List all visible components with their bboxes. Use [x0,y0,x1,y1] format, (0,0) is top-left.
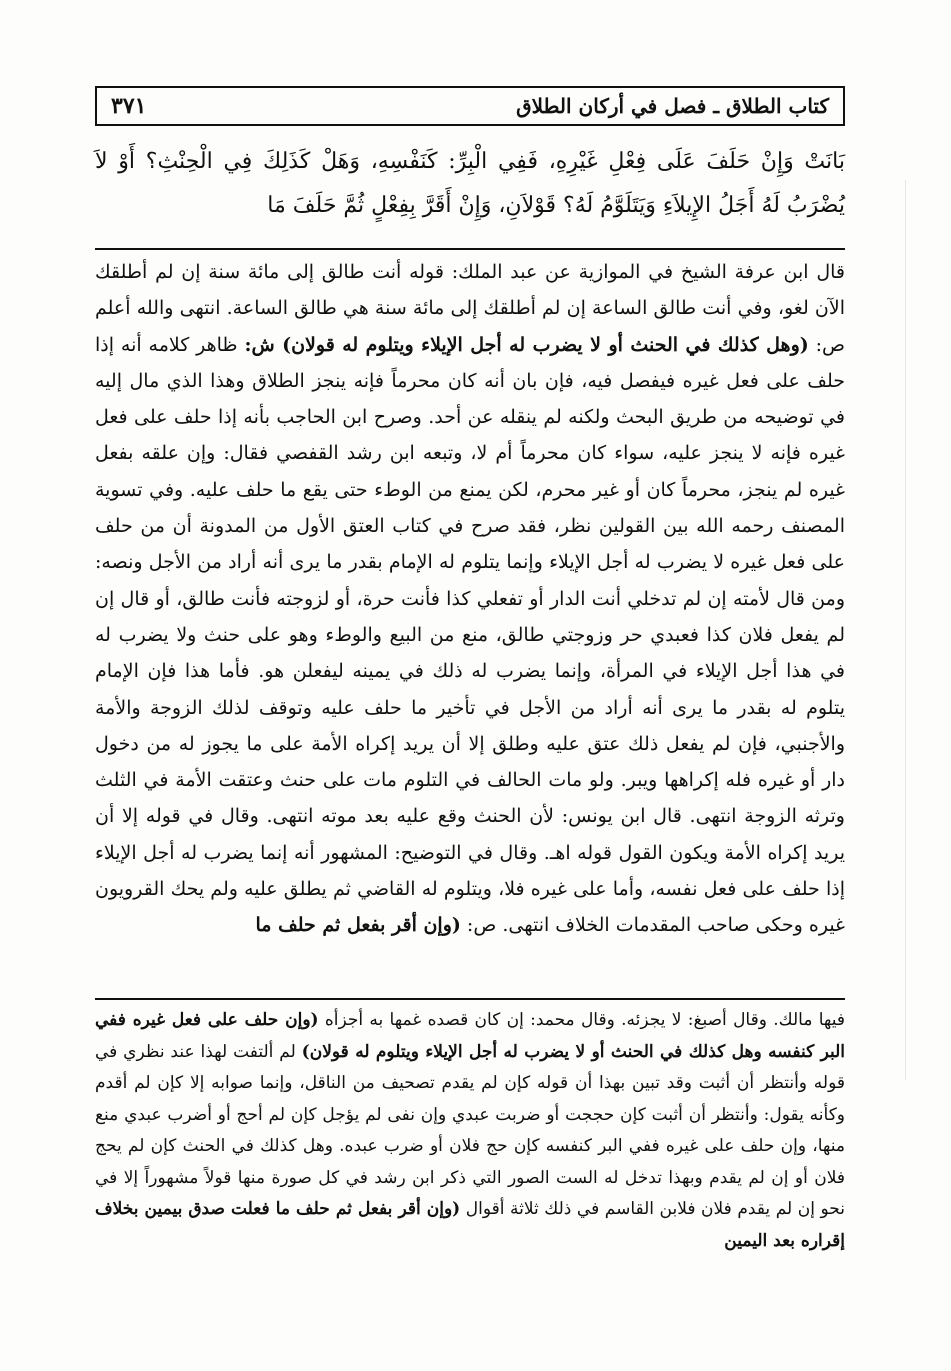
book-page [95,70,850,1360]
quoted-matn: (وهل كذلك في الحنث أو لا يضرب له أجل الإيلاء ويتلوم له قولان) ش: [244,333,809,356]
chapter-title: كتاب الطلاق ـ فصل في أركان الطلاق [516,94,829,118]
scan-edge-shadow [905,180,906,1080]
commentary [95,254,845,944]
quoted-matn: (وإن أقر بفعل ثم حلف ما فعلت صدق بيمين بخلاف إقراره بعد اليمين [95,1199,845,1251]
divider-line [95,248,845,250]
quoted-matn: (وإن أقر بفعل ثم حلف ما [255,914,461,937]
commentary-paragraph [95,254,845,944]
commentary-text: ظاهر كلامه أنه إذا حلف على فعل غيره فيفصل فيه، فإن بان أنه كان محرماً فإنه ينجز الطلاق وهذا الذي مال إليه في توضيحه من طريق البحث ولكنه لم ينقله عن أحد. وصرح ابن الحاجب بأنه إذا حلف على فعل غيره فإنه لا ينجز عليه، سواء كان محرماً أم لا، وتبعه ابن رشد القفصي فقال: وإن علقه بفعل غيره لم ينجز، محرماً كان أو غير محرم، لكن يمنع من الوطء حتى يقع ما حلف عليه. وفي تسوية المصنف رحمه الله بين القولين نظر، فقد صرح في كتاب العتق الأول من المدونة أن من حلف على فعل غيره لا يضرب له أجل الإيلاء وإنما يتلوم له الإمام بقدر ما يرى أنه أراد من الأجل ونصه: ومن قال لأمته إن لم تدخلي أنت الدار أو تفعلي كذا فأنت حرة، أو لزوجته فأنت طالق، أو قال إن لم يفعل فلان كذا فعبدي حر وزوجتي طالق، منع من البيع والوطء وهو على حنث ولا يضرب له في هذا أجل الإيلاء في المرأة، وإنما يضرب له ذلك في يمينه ليفعلن هو. فأما هذا فإن الإمام يتلوم له بقدر ما يرى أنه أراد من الأجل في تأخير ما حلف عليه وتوقف لذلك الزوجة والأمة والأجنبي، فإن لم يفعل ذلك عتق عليه وطلق إلا أن يريد إكراه الأمة على ما يجوز له من دخول دار أو غيره فله إكراهها ويبر. ولو مات الحالف في التلوم مات على حنث وعتقت الأمة في الثلث وترثه الزوجة انتهى. قال ابن يونس: لأن الحنث وقع عليه بعد موته انتهى. وقال في قوله إلا أن يريد إكراه الأمة ويكون القول قوله اهـ. وقال في التوضيح: المشهور أنه إنما يضرب له أجل الإيلاء إذا حلف على فعل نفسه، وأما على غيره فلا، ويتلوم له القاضي ثم يطلق عليه ولم يحك القرويون غيره وحكى صاحب المقدمات الخلاف انتهى. ص: [95,333,845,937]
footnote-paragraph [95,1005,845,1257]
footnote-text: فيها مالك. وقال أصبغ: لا يجزئه. وقال محمد: إن كان قصده غمها به أجزأه [318,1010,845,1030]
footnote-text: لم ألتفت لهذا عند نظري في قوله وأنتظر أن أثبت وقد تبين بهذا أن قوله كإن لم يقدم تصحيف من الناقل، وإنما صوابه إلا كإن لم أقدم وكأنه يقول: وأنتظر أن أثبت كإن حججت أو ضربت عبدي وإن نفى لم يؤجل كإن لم أحج أو أضرب عبدي منع منها، وإن حلف على غيره ففي البر كنفسه كإن حج فلان أو ضرب عبده. وهل كذلك في الحنث كإن لم يحج فلان أو إن لم يقدم وبهذا تدخل له الست الصور التي ذكر ابن رشد في كل صورة منها قولاً مشهوراً إلا في نحو إن لم يقدم فلان فلابن القاسم في ذلك ثلاثة أقوال [95,1041,845,1219]
main-text [95,140,845,228]
divider-line [95,998,845,1000]
commentary-text: قال ابن عرفة الشيخ في الموازية عن عبد الملك: قوله أنت طالق إلى مائة سنة إن لم أطلقك الآن لغو، وفي أنت طالق الساعة إن لم أطلقك إلى مائة سنة هي طالق الساعة. انتهى والله أعلم ص: [95,261,845,356]
footnote-section [95,1005,845,1257]
main-text-paragraph: بَانَتْ وَإِنْ حَلَفَ عَلَى فِعْلِ غَيْرِهِ، فَفِي الْبِرِّ: كَنَفْسِهِ، وَهَلْ كَذَلِكَ فِي الْحِنْثِ؟ أَوْ لاَ يُضْرَبُ لَهُ أَجَلُ الإِيلاَءِ وَيَتَلَوَّمُ لَهُ؟ قَوْلاَنِ، وَإِنْ أَقَرَّ بِفِعْلٍ ثُمَّ حَلَفَ مَا [95,149,845,218]
quoted-matn: (وإن حلف على فعل غيره ففي البر كنفسه وهل كذلك في الحنث أو لا يضرب له أجل الإيلاء ويتلوم له قولان) [95,1010,845,1062]
page-number: ٣٧١ [111,93,147,119]
running-header [95,86,845,126]
